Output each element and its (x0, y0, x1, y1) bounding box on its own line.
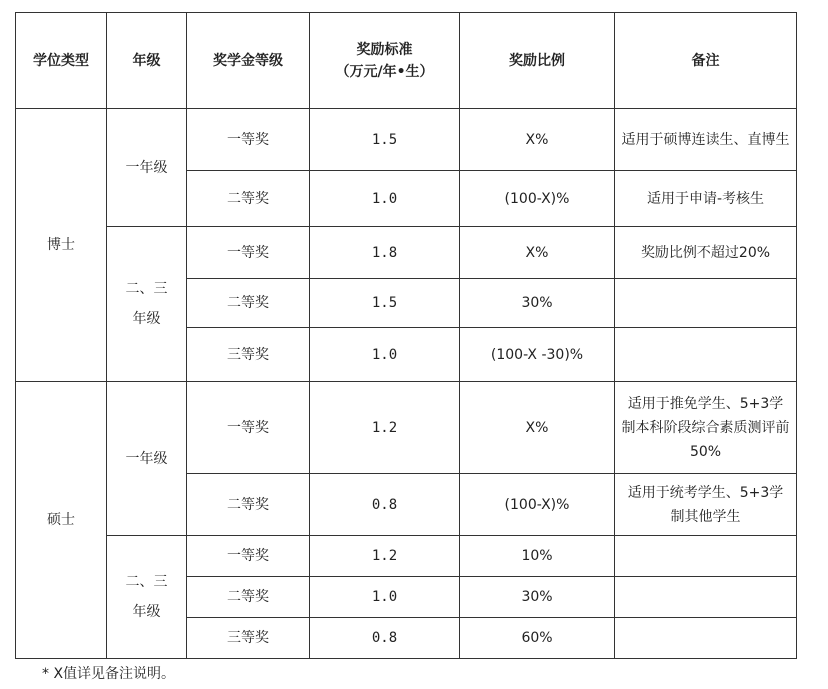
ratio-cell: (100-X -30)% (460, 328, 615, 382)
note-cell (615, 328, 797, 382)
ratio-cell: X% (460, 382, 615, 474)
note-cell (615, 577, 797, 618)
level-cell: 二等奖 (187, 577, 310, 618)
amount-cell: 0.8 (310, 474, 460, 536)
scholarship-table (15, 12, 797, 659)
header-amount (310, 13, 460, 109)
amount-cell: 1.0 (310, 171, 460, 227)
level-cell: 一等奖 (187, 382, 310, 474)
table-row (16, 227, 797, 279)
amount-cell: 1.2 (310, 536, 460, 577)
ratio-cell: 60% (460, 618, 615, 659)
level-cell: 二等奖 (187, 474, 310, 536)
grade-label-line2: 年级 (132, 604, 161, 620)
degree-master: 硕士 (16, 382, 107, 659)
header-grade: 年级 (107, 13, 187, 109)
amount-cell: 1.5 (310, 279, 460, 328)
grade-label-line1: 二、三 (125, 281, 168, 297)
header-row (16, 13, 797, 109)
grade-label-line2: 年级 (132, 311, 161, 327)
ratio-cell: X% (460, 227, 615, 279)
grade-first-year: 一年级 (107, 109, 187, 227)
header-ratio: 奖励比例 (460, 13, 615, 109)
amount-cell: 1.0 (310, 328, 460, 382)
amount-cell: 0.8 (310, 618, 460, 659)
grade-second-third-year (107, 227, 187, 382)
amount-cell: 1.5 (310, 109, 460, 171)
ratio-cell: X% (460, 109, 615, 171)
note-cell (615, 618, 797, 659)
table-row (16, 109, 797, 171)
ratio-cell: 30% (460, 279, 615, 328)
ratio-cell: 10% (460, 536, 615, 577)
amount-cell: 1.0 (310, 577, 460, 618)
level-cell: 一等奖 (187, 109, 310, 171)
ratio-cell: (100-X)% (460, 171, 615, 227)
amount-cell: 1.8 (310, 227, 460, 279)
grade-first-year: 一年级 (107, 382, 187, 536)
level-cell: 一等奖 (187, 536, 310, 577)
note-cell: 适用于申请-考核生 (615, 171, 797, 227)
amount-cell: 1.2 (310, 382, 460, 474)
level-cell: 二等奖 (187, 171, 310, 227)
level-cell: 一等奖 (187, 227, 310, 279)
note-cell (615, 536, 797, 577)
note-cell (615, 279, 797, 328)
table-row (16, 536, 797, 577)
level-cell: 三等奖 (187, 328, 310, 382)
degree-phd: 博士 (16, 109, 107, 382)
ratio-cell: (100-X)% (460, 474, 615, 536)
table-row (16, 382, 797, 474)
header-degree-type: 学位类型 (16, 13, 107, 109)
header-amount-line2: （万元/年•生） (335, 63, 434, 80)
note-cell: 适用于推免学生、5+3学制本科阶段综合素质测评前50% (615, 382, 797, 474)
footnote: * X值详见备注说明。 (42, 666, 176, 682)
grade-label-line1: 二、三 (125, 574, 168, 590)
note-cell: 适用于硕博连读生、直博生 (615, 109, 797, 171)
header-amount-line1: 奖励标准 (356, 41, 413, 58)
header-scholarship-level: 奖学金等级 (187, 13, 310, 109)
header-note: 备注 (615, 13, 797, 109)
level-cell: 二等奖 (187, 279, 310, 328)
ratio-cell: 30% (460, 577, 615, 618)
note-cell: 适用于统考学生、5+3学制其他学生 (615, 474, 797, 536)
note-cell: 奖励比例不超过20% (615, 227, 797, 279)
grade-second-third-year (107, 536, 187, 659)
level-cell: 三等奖 (187, 618, 310, 659)
